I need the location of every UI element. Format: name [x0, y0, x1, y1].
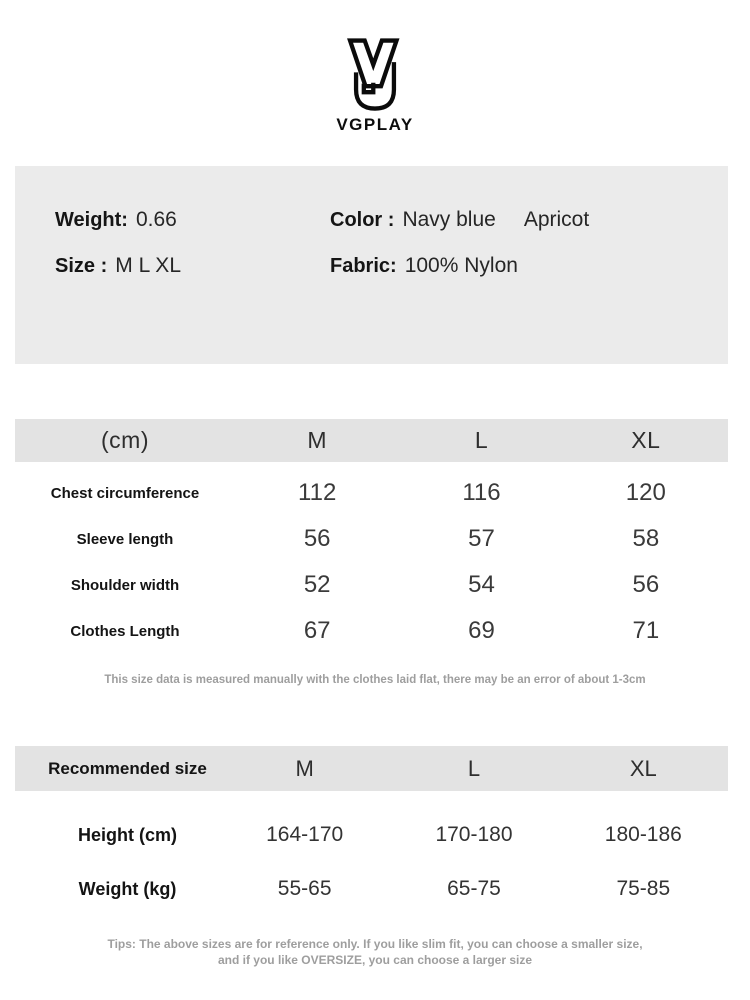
size-value: M L XL: [115, 254, 181, 277]
color-value-2: Apricot: [523, 208, 590, 231]
info-size: [55, 254, 330, 278]
cell-value: 65-75: [447, 877, 501, 900]
cell-value: 52: [303, 571, 331, 598]
cell-value: 112: [298, 479, 337, 506]
measurement-note: This size data is measured manually with the clothes laid flat, there may be an error of about 1-3cm: [104, 674, 646, 686]
cell-value: 120: [625, 479, 666, 506]
product-info-panel: [15, 166, 728, 364]
size-chart-body: [15, 470, 728, 654]
table-row-clothes-length: [15, 608, 728, 654]
size-chart-table: [15, 419, 728, 654]
color-label: Color :: [330, 209, 395, 231]
recommended-header-row: [15, 746, 728, 791]
brand-logo: [0, 0, 750, 135]
cell-value: 69: [468, 617, 495, 644]
brand-name: VGPLAY: [336, 115, 414, 134]
recommended-col-xl: XL: [629, 755, 657, 781]
info-weight: [55, 208, 330, 232]
size-chart-unit-header: (cm): [101, 427, 149, 453]
color-value-1: Navy blue: [402, 208, 496, 231]
cell-value: 58: [632, 525, 660, 552]
cell-value: 57: [468, 525, 495, 552]
cell-value: 75-85: [616, 877, 671, 900]
recommended-col-l: L: [467, 755, 481, 781]
cell-value: 71: [632, 617, 660, 644]
size-chart-header-row: [15, 419, 728, 462]
table-row-height: [15, 808, 728, 862]
vg-monogram-icon: [336, 38, 414, 112]
recommended-body: [15, 808, 728, 916]
size-chart-col-m: M: [307, 427, 327, 453]
size-chart-col-l: L: [474, 427, 489, 453]
recommended-size-table: [15, 746, 728, 916]
tips-line-2: and if you like OVERSIZE, you can choose a larger size: [217, 953, 533, 968]
table-row-sleeve: [15, 516, 728, 562]
cell-value: 170-180: [435, 823, 513, 846]
tips-line-1: Tips: The above sizes are for reference only. If you like slim fit, you can choose a smaller size,: [107, 937, 643, 951]
cell-value: 55-65: [277, 877, 332, 900]
cell-value: 164-170: [266, 823, 344, 846]
cell-value: 67: [303, 617, 331, 644]
row-label: Weight (kg): [78, 878, 177, 899]
table-row-chest: [15, 470, 728, 516]
row-label: Chest circumference: [50, 484, 200, 502]
cell-value: 56: [303, 525, 331, 552]
size-chart-col-xl: XL: [631, 427, 661, 453]
fabric-label: Fabric:: [330, 255, 397, 277]
info-fabric: [330, 254, 728, 278]
row-label: Sleeve length: [76, 530, 174, 548]
table-row-weight: [15, 862, 728, 916]
weight-label: Weight:: [55, 209, 128, 231]
table-row-shoulder: [15, 562, 728, 608]
recommended-col-m: M: [295, 755, 314, 781]
row-label: Clothes Length: [70, 622, 180, 640]
size-tips: [0, 936, 750, 968]
info-color: [330, 208, 728, 232]
row-label: Height (cm): [78, 824, 177, 845]
cell-value: 116: [462, 479, 501, 506]
weight-value: 0.66: [135, 208, 177, 231]
row-label: Shoulder width: [70, 576, 180, 594]
size-label: Size :: [55, 255, 108, 277]
cell-value: 54: [468, 571, 495, 598]
recommended-size-label: Recommended size: [48, 758, 207, 778]
fabric-value: 100% Nylon: [404, 254, 518, 277]
cell-value: 180-186: [604, 823, 682, 846]
cell-value: 56: [632, 571, 660, 598]
